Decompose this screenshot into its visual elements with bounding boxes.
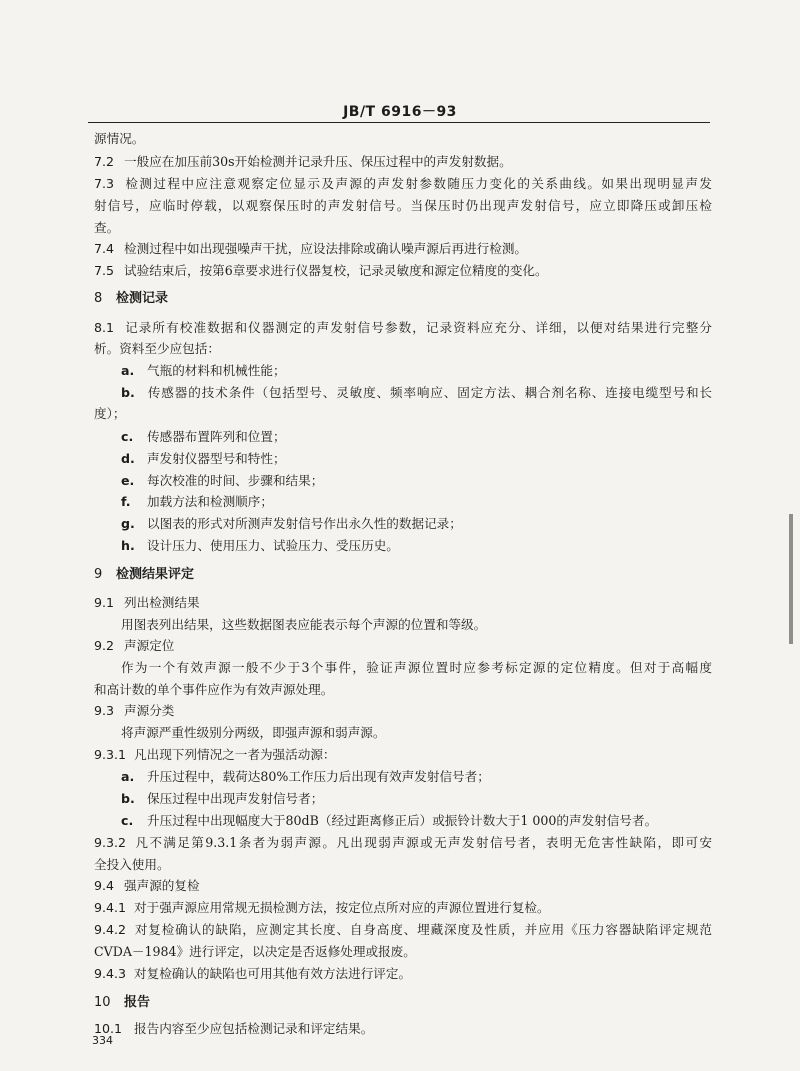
list-item-e — [121, 472, 712, 490]
item-letter: a. — [121, 769, 135, 784]
clause-9-4-1 — [94, 899, 712, 917]
clause-9-3-1 — [94, 746, 712, 764]
section-title: 检测结果评定 — [116, 567, 195, 582]
clause-text: 报告内容至少应包括检测记录和评定结果。 — [134, 1021, 374, 1036]
clause-text: 试验结束后，按第6章要求进行仪器复校，记录灵敏度和源定位精度的变化。 — [124, 263, 548, 278]
line-text: 度）； — [94, 406, 126, 421]
page-number: 334 — [92, 1034, 113, 1047]
line-text: 和高计数的单个事件应作为有效声源处理。 — [94, 682, 334, 697]
text-line — [121, 724, 712, 742]
item-text: 以图表的形式对所测声发射信号作出永久性的数据记录； — [147, 516, 462, 531]
item-text: 保压过程中出现声发射信号者； — [147, 791, 324, 806]
list-item-h — [121, 537, 712, 555]
line-text: 析。资料至少应包括： — [94, 341, 220, 356]
clause-text: 记录所有校准数据和仪器测定的声发射信号参数，记录资料应充分、详细，以便对结果进行完整分 — [124, 320, 712, 335]
line-text: 源情况。 — [94, 131, 145, 146]
section-10-heading — [94, 994, 712, 1012]
clause-text: 声源分类 — [124, 703, 175, 718]
clause-number: 9.4.1 — [94, 900, 127, 915]
item-letter: h. — [121, 538, 135, 553]
item-text: 每次校准的时间、步骤和结果； — [147, 473, 324, 488]
text-line — [121, 616, 712, 634]
clause-9-1 — [94, 594, 712, 612]
text-line — [94, 130, 712, 148]
section-title: 检测记录 — [116, 291, 169, 306]
list-item-b — [121, 384, 712, 402]
clause-7-2 — [94, 153, 712, 171]
list-item-c — [121, 812, 712, 830]
line-text: 用图表列出结果，这些数据图表应能表示每个声源的位置和等级。 — [121, 617, 487, 632]
clause-text: 对复检确认的缺陷也可用其他有效方法进行评定。 — [134, 966, 412, 981]
clause-number: 9.2 — [94, 638, 115, 653]
section-number: 9 — [94, 567, 103, 582]
section-number: 8 — [94, 291, 103, 306]
clause-number: 7.3 — [94, 176, 115, 191]
item-letter: e. — [121, 473, 135, 488]
section-8-heading — [94, 290, 712, 308]
item-text: 升压过程中，载荷达80%工作压力后出现有效声发射信号者； — [147, 769, 490, 784]
line-text: CVDA－1984》进行评定，以决定是否返修处理或报废。 — [94, 944, 416, 959]
clause-text: 强声源的复检 — [124, 878, 200, 893]
clause-text: 凡不满足第9.3.1条者为弱声源。凡出现弱声源或无声发射信号者，表明无危害性缺陷，即可安 — [134, 835, 712, 850]
clause-number: 9.3.2 — [94, 835, 127, 850]
text-line — [94, 405, 712, 423]
list-item-f — [121, 493, 712, 511]
clause-number: 10.1 — [94, 1021, 123, 1036]
text-line — [121, 659, 712, 677]
clause-text: 对于强声源应用常规无损检测方法，按定位点所对应的声源位置进行复检。 — [134, 900, 550, 915]
text-line — [94, 943, 712, 961]
line-text: 射信号，应临时停载，以观察保压时的声发射信号。当保压时仍出现声发射信号，应立即降压或卸压检 — [94, 198, 712, 213]
text-line — [94, 340, 712, 358]
list-item-c — [121, 428, 712, 446]
line-text: 查。 — [94, 220, 120, 235]
text-line — [94, 219, 712, 237]
clause-number: 9.4.3 — [94, 966, 127, 981]
clause-text: 一般应在加压前30s开始检测并记录升压、保压过程中的声发射数据。 — [124, 154, 512, 169]
item-letter: b. — [121, 791, 135, 806]
item-letter: f. — [121, 494, 131, 509]
item-text: 气瓶的材料和机械性能； — [147, 363, 286, 378]
item-letter: g. — [121, 516, 135, 531]
item-letter: d. — [121, 451, 135, 466]
section-9-heading — [94, 566, 712, 584]
section-title: 报告 — [124, 995, 151, 1010]
item-letter: c. — [121, 813, 134, 828]
item-text: 升压过程中出现幅度大于80dB（经过距离修正后）或振铃计数大于1 000的声发射信号者。 — [147, 813, 658, 828]
item-letter: c. — [121, 429, 134, 444]
clause-number: 8.1 — [94, 320, 115, 335]
clause-text: 声源定位 — [124, 638, 175, 653]
item-letter: a. — [121, 363, 135, 378]
clause-number: 7.2 — [94, 154, 115, 169]
clause-number: 9.3.1 — [94, 747, 127, 762]
clause-text: 检测过程中如出现强噪声干扰，应设法排除或确认噪声源后再进行检测。 — [124, 241, 527, 256]
clause-9-4-3 — [94, 965, 712, 983]
clause-text: 检测过程中应注意观察定位显示及声源的声发射参数随压力变化的关系曲线。如果出现明显声发 — [124, 176, 712, 191]
clause-text: 列出检测结果 — [124, 595, 200, 610]
clause-number: 9.3 — [94, 703, 115, 718]
clause-7-4 — [94, 240, 712, 258]
section-number: 10 — [94, 995, 111, 1010]
item-text: 传感器的技术条件（包括型号、灵敏度、频率响应、固定方法、耦合剂名称、连接电缆型号和长 — [147, 385, 712, 400]
clause-text: 凡出现下列情况之一者为强活动源： — [134, 747, 336, 762]
clause-7-5 — [94, 262, 712, 280]
text-line — [94, 681, 712, 699]
clause-9-3 — [94, 702, 712, 720]
line-text: 将声源严重性级别分两级，即强声源和弱声源。 — [121, 725, 386, 740]
clause-9-4-2 — [94, 921, 712, 939]
clause-number: 9.4 — [94, 878, 115, 893]
clause-9-2 — [94, 637, 712, 655]
clause-number: 9.1 — [94, 595, 115, 610]
clause-9-3-2 — [94, 834, 712, 852]
text-line — [94, 197, 712, 215]
clause-number: 9.4.2 — [94, 922, 127, 937]
item-text: 传感器布置阵列和位置； — [147, 429, 286, 444]
clause-text: 对复检确认的缺陷，应测定其长度、自身高度、埋藏深度及性质，并应用《压力容器缺陷评定规范 — [134, 922, 712, 937]
item-text: 声发射仪器型号和特性； — [147, 451, 286, 466]
text-line — [94, 856, 712, 874]
list-item-a — [121, 362, 712, 380]
clause-number: 7.5 — [94, 263, 115, 278]
list-item-g — [121, 515, 712, 533]
item-letter: b. — [121, 385, 135, 400]
list-item-b — [121, 790, 712, 808]
clause-number: 7.4 — [94, 241, 115, 256]
item-text: 设计压力、使用压力、试验压力、受压历史。 — [147, 538, 399, 553]
line-text: 全投入使用。 — [94, 857, 170, 872]
clause-8-1 — [94, 319, 712, 337]
header-rule — [88, 122, 710, 123]
list-item-a — [121, 768, 712, 786]
line-text: 作为一个有效声源一般不少于3个事件，验证声源位置时应参考标定源的定位精度。但对于高幅度 — [121, 660, 712, 675]
clause-9-4 — [94, 877, 712, 895]
list-item-d — [121, 450, 712, 468]
standard-code-header: JB/T 6916－93 — [343, 104, 457, 120]
item-text: 加载方法和检测顺序； — [147, 494, 273, 509]
clause-7-3 — [94, 175, 712, 193]
clause-10-1 — [94, 1020, 712, 1038]
scan-edge-mark — [789, 514, 793, 644]
